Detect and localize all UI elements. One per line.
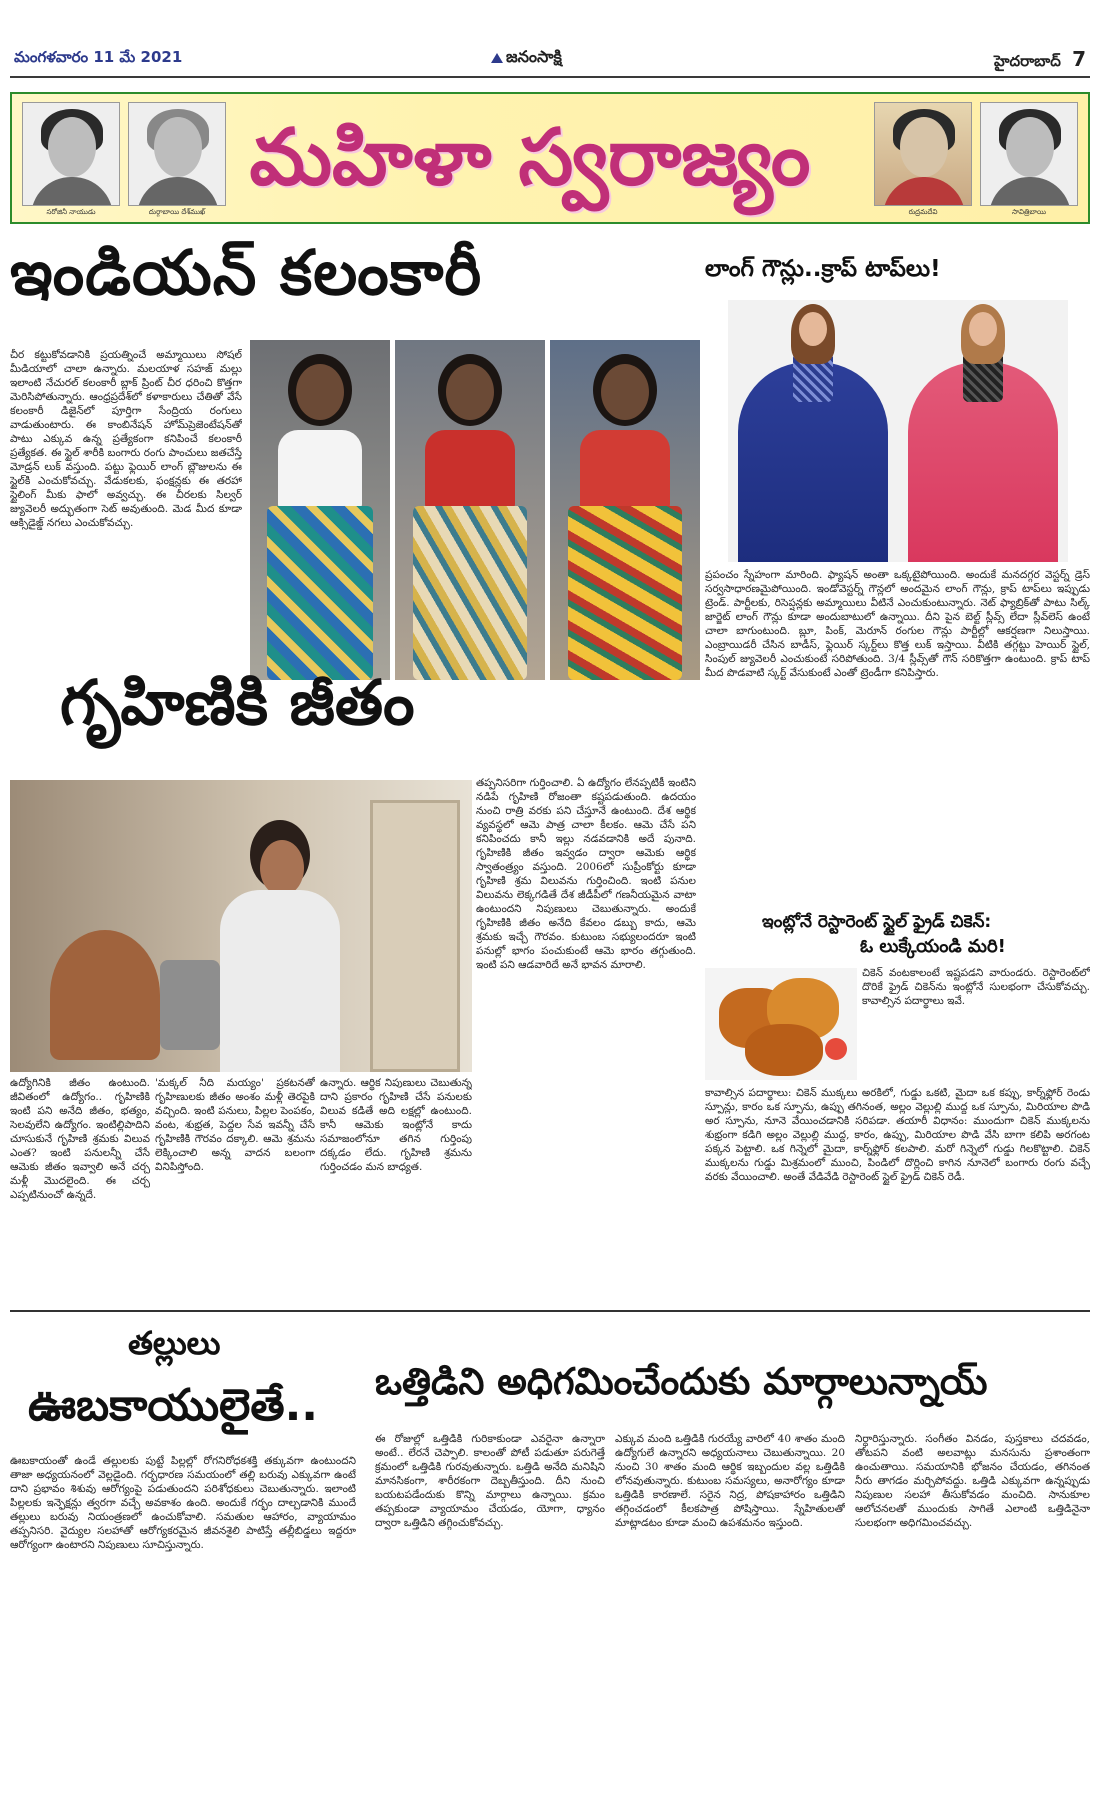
chicken-title-1: ఇంట్లోనే రెస్టారెంట్ స్టైల్ ఫ్రైడ్ చికెన్: bbox=[762, 912, 992, 932]
portrait-3 bbox=[874, 102, 972, 206]
tallulu-title-1: తల్లులు bbox=[128, 1324, 221, 1362]
section-rule bbox=[10, 1310, 1090, 1312]
tallulu-body: ఊబకాయంతో ఉండే తల్లులకు పుట్టే పిల్లల్లో రోగనిరోధకశక్తి తక్కువగా ఉంటుందని తాజా అధ్యయనంలో వెల్లడైంది. గర్భధారణ సమయంలో తల్లి బరువు ఎక్కువగా ఉంటే దాని ప్రభావం శిశువు ఆరోగ్యంపై పడుతుందని పరిశోధకులు చెబుతున్నారు. ఇలాంటి పిల్లలకు ఇన్ఫెక్షన్లు త్వరగా వచ్చే అవకాశం ఉంది. అందుకే గర్భం దాల్చడానికి ముందే తల్లులు బరువు నియంత్రణలో ఉంచుకోవాలి. సమతుల ఆహారం, వ్యాయామం తప్పనిసరి. వైద్యుల సలహాతో ఆరోగ్యకరమైన జీవనశైలి పాటిస్తే తల్లీబిడ్డలు ఇద్దరూ ఆరోగ్యంగా ఉంటారని నిపుణులు సూచిస్తున్నారు. bbox=[10, 1455, 356, 1551]
grihini-col-3: ఉన్నారు. ఆర్థిక నిపుణులు చెబుతున్న దాని ప్రకారం గృహిణి చేసే పనులకు విలువ కడితే అది లక్షల్లో ఉంటుంది. కానీ ఆమెకు ఇంట్లోనే కాదు సమాజంలోనూ తగిన గుర్తింపు దక్కడం లేదు. గృహిణి శ్రమను గుర్తించడం మన బాధ్యత. bbox=[320, 1077, 472, 1173]
chicken-title-2: ఓ లుక్కేయండి మరి! bbox=[860, 936, 1006, 957]
kalamkari-title: ఇండియన్ కలంకారీ bbox=[10, 236, 483, 309]
header-rule bbox=[10, 76, 1090, 78]
banner-title: మహిళా స్వరాజ్యం bbox=[249, 113, 811, 203]
portrait-caption-1: సరోజినీ నాయుడు bbox=[46, 208, 96, 216]
portrait-caption-3: రుద్రమదేవి bbox=[908, 208, 938, 216]
chicken-photo bbox=[705, 968, 857, 1080]
tallulu-title-2: ఊబకాయులైతే.. bbox=[28, 1380, 318, 1431]
grihini-col-1: ఉద్యోగినికి జీతం ఉంటుంది. జీవితంలో ఉద్యోగం.. గృహిణికి ఇంటి పని అనేది జీతం, భత్యం, సెలవులేని ఉద్యోగం. ఇంటిల్లిపాదిని చూసుకునే గృహిణి శ్రమకు విలువ ఎంత? ఇంటి పనులన్నీ చేసే ఆమెకు జీతం ఇవ్వాలి అనే చర్చ మళ్లీ మొదలైంది. ఈ చర్చ ఎప్పటినుంచో ఉన్నదే. bbox=[10, 1077, 150, 1201]
gowns-photo bbox=[728, 300, 1068, 562]
ottidi-col-2: ఎక్కువ మంది ఒత్తిడికి గురయ్యే వారిలో 40 శాతం మంది ఉద్యోగులే ఉన్నారని అధ్యయనాలు చెబుతున్నాయి. 20 నుంచి 30 శాతం మంది ఆర్థిక ఇబ్బందుల వల్ల ఒత్తిడికి లోనవుతున్నారు. కుటుంబ సమస్యలు, అనారోగ్యం కూడా ఒత్తిడికి కారణాలే. సరైన నిద్ర, పోషకాహారం ఒత్తిడిని తగ్గించడంలో కీలకపాత్ర పోషిస్తాయి. స్నేహితులతో మాట్లాడటం కూడా మంచి ఉపశమనం ఇస్తుంది. bbox=[615, 1433, 845, 1529]
kalamkari-body: చీర కట్టుకోవడానికి ప్రయత్నించే అమ్మాయిలు సోషల్ మీడియాలో చాలా ఉన్నారు. మలయాళ సహజ్ మల్లు ఇలాంటి నేచురల్ కలంకారీ బ్లాక్ ప్రింట్ చీర ధరించి కొత్తగా మెరిసిపోతున్నారు. ఆంధ్రప్రదేశ్‌లో కళాకారులు చేతితో వేసే కలంకారీ డిజైన్‌లో పూర్తిగా సేంద్రియ రంగులు వాడుతుంటారు. ఈ కాంబినేషన్ హోమ్‌ప్రెజెంటేషన్‌తో పాటు ఎక్కువ ఉన్న ప్రత్యేకంగా కనిపించే కలంకారీ ప్రత్యేకత. ఈ స్టైల్ శారీకి బంగారు రంగు పాంచులు జతచేస్తే మోడ్రన్ లుక్ వస్తుంది. పట్టు ఫ్లెయిర్ లాంగ్ బ్లౌజులను ఈ స్టైల్‌కి ఎంచుకోవచ్చు. వేడుకలకు, ఫంక్షన్లకు ఈ తరహా స్టైలింగ్ మీకు ఫాలో అవ్వచ్చు. ఈ చీరలకు సిల్వర్ జ్యువెలరీ అద్భుతంగా సెట్ అవుతుంది. మెడ మీద కూడా ఆక్సిడైజ్డ్ నగలు ఎంచుకోవచ్చు. bbox=[10, 349, 242, 529]
page-number: 7 bbox=[1072, 47, 1086, 71]
grihini-title: గృహిణికి జీతం bbox=[60, 666, 415, 739]
paper-name: జనంసాక్షి bbox=[506, 47, 562, 66]
gowns-body: ప్రపంచం స్నేహంగా మారింది. ఫ్యాషన్ అంతా ఒక్కటైపోయింది. అందుకే మనదగ్గర వెస్టర్న్ డ్రెస్ సర్వసాధారణమైపోయింది. ఇండోవెస్టర్న్ గౌన్లలో అందమైన లాంగ్ గౌన్లు, క్రాప్ టాప్‌లు ఇప్పుడు ట్రెండ్. పార్టీలకు, రిసెప్షన్లకు అమ్మాయిలు వీటినే ఎంచుకుంటున్నారు. నెట్ ఫ్యాబ్రిక్‌తో పాటు సిల్క్ జార్జెట్ లాంగ్ గౌన్లు కూడా అందుబాటులో ఉన్నాయి. దీని పైన బెల్ట్ స్లీవ్స్ లేదా స్లీవ్‌లెస్ ఉంటే చాలా బాగుంటుంది. బ్లూ, పింక్, మెరూన్ రంగుల గౌన్లు పార్టీల్లో ఆకర్షణగా నిలుస్తాయి. ఎంబ్రాయిడరీ చేసిన బాడీస్, ఫ్లెయిర్ స్కర్ట్‌లు కొత్త లుక్ ఇస్తాయి. వీటికి తగ్గట్టు హెయిర్ స్టైల్, సింపుల్ జ్యువెలరీ ఎంచుకుంటే సరిపోతుంది. 3/4 స్లీవ్స్‌తో గౌన్ సరికొత్తగా ఉంటుంది. క్రాప్ టాప్ మీద పొడవాటి స్కర్ట్ వేసుకుంటే ఎంతో ట్రెండీగా కనిపిస్తారు. bbox=[705, 569, 1090, 679]
kalamkari-photo-1 bbox=[250, 340, 390, 680]
ottidi-col-1: ఈ రోజుల్లో ఒత్తిడికి గురికాకుండా ఎవరైనా ఉన్నారా అంటే.. లేరనే చెప్పాలి. కాలంతో పోటీ పడుతూ పరుగెత్తే క్రమంలో ఒత్తిడికి గురవుతున్నారు. ఒత్తిడి అనేది మనిషిని మానసికంగా, శారీరకంగా దెబ్బతీస్తుంది. దీని నుంచి బయటపడేందుకు కొన్ని మార్గాలు ఉన్నాయి. క్రమం తప్పకుండా వ్యాయామం చేయడం, యోగా, ధ్యానం ద్వారా ఒత్తిడిని తగ్గించుకోవచ్చు. bbox=[375, 1433, 605, 1529]
paper-logo-icon bbox=[490, 51, 504, 65]
grihini-photo bbox=[10, 780, 472, 1072]
grihini-col-2: 'మక్కల్ నీది మయ్యం' ప్రకటనతో గృహిణులకు జీతం అంశం మళ్లీ తెరపైకి వచ్చింది. ఇంటి పనులు, పిల్లల పెంపకం, వంట, శుభ్రత, పెద్దల సేవ ఇవన్నీ చేసే గృహిణికి గౌరవం దక్కాలి. ఆమె శ్రమను లెక్కించాలి అన్న వాదన బలంగా వినిపిస్తోంది. bbox=[155, 1077, 315, 1173]
kalamkari-photo-3 bbox=[550, 340, 700, 680]
portrait-caption-2: దుర్గాబాయి దేశ్‌ముఖ్ bbox=[148, 208, 206, 216]
header-city: హైదరాబాద్ bbox=[994, 52, 1061, 70]
grihini-col-4: తప్పనిసరిగా గుర్తించాలి. ఏ ఉద్యోగం లేనప్పటికీ ఇంటిని నడిపే గృహిణి రోజంతా కష్టపడుతుంది. ఉదయం నుంచి రాత్రి వరకు పని చేస్తూనే ఉంటుంది. దేశ ఆర్థిక వ్యవస్థలో ఆమె పాత్ర చాలా కీలకం. ఆమె చేసే పని కనిపించదు కానీ ఇల్లు నడవడానికి అదే పునాది. గృహిణికి జీతం ఇవ్వడం ద్వారా ఆమెకు ఆర్థిక స్వాతంత్ర్యం వస్తుంది. 2006లో సుప్రీంకోర్టు కూడా గృహిణి శ్రమ విలువను గుర్తించింది. ఇంటి పనుల విలువను లెక్కగడితే దేశ జీడీపీలో గణనీయమైన వాటా ఉంటుందని నిపుణులు చెబుతున్నారు. అందుకే గృహిణికి జీతం అనేది కేవలం డబ్బు కాదు, ఆమె శ్రమకు ఇచ్చే గౌరవం. కుటుంబ సభ్యులందరూ ఇంటి పనుల్లో భాగం పంచుకుంటే ఆమె భారం తగ్గుతుంది. ఇంటి పని ఆడవారిదే అనే భావన మారాలి. bbox=[476, 777, 696, 971]
chicken-intro: చికెన్ వంటకాలంటే ఇష్టపడని వారుండరు. రెస్టారెంట్‌లో దొరికే ఫ్రైడ్ చికెన్‌ను ఇంట్లోనే సులభంగా చేసుకోవచ్చు. కావాల్సిన పదార్థాలు ఇవే. bbox=[862, 967, 1090, 1007]
ottidi-col-3: నిర్ధారిస్తున్నారు. సంగీతం వినడం, పుస్తకాలు చదవడం, తోటపని వంటి అలవాట్లు మనసును ప్రశాంతంగా ఉంచుతాయి. సమయానికి భోజనం చేయడం, తగినంత నీరు తాగడం మర్చిపోవద్దు. ఒత్తిడి ఎక్కువగా ఉన్నప్పుడు నిపుణుల సలహా తీసుకోవడం మంచిది. సానుకూల ఆలోచనలతో ముందుకు సాగితే ఎలాంటి ఒత్తిడినైనా సులభంగా అధిగమించవచ్చు. bbox=[855, 1433, 1090, 1529]
header-city-page bbox=[994, 47, 1086, 74]
portrait-caption-4: సావిత్రిబాయి bbox=[1012, 208, 1046, 216]
portrait-1 bbox=[22, 102, 120, 206]
header-date: మంగళవారం 11 మే 2021 bbox=[14, 48, 183, 66]
chicken-recipe: కావాల్సిన పదార్థాలు: చికెన్ ముక్కలు అరకిలో, గుడ్డు ఒకటి, మైదా ఒక కప్పు, కార్న్‌ఫ్లోర్ రెండు స్పూన్లు, కారం ఒక స్పూను, ఉప్పు తగినంత, అల్లం వెల్లుల్లి ముద్ద ఒక స్పూను, మిరియాల పొడి అర స్పూను, నూనె వేయించడానికి సరిపడా. తయారీ విధానం: ముందుగా చికెన్ ముక్కలను శుభ్రంగా కడిగి అల్లం వెల్లుల్లి ముద్ద, కారం, ఉప్పు, మిరియాల పొడి వేసి బాగా కలిపి అరగంట పక్కన పెట్టాలి. ఒక గిన్నెలో మైదా, కార్న్‌ఫ్లోర్ కలపాలి. మరో గిన్నెలో గుడ్డు గిలకొట్టాలి. చికెన్ ముక్కలను గుడ్డు మిశ్రమంలో ముంచి, పిండిలో దొర్లించి కాగిన నూనెలో బంగారు రంగు వచ్చే వరకు వేయించాలి. అంతే వేడివేడి రెస్టారెంట్ స్టైల్ ఫ్రైడ్ చికెన్ రెడీ. bbox=[705, 1087, 1090, 1183]
ottidi-title: ఒత్తిడిని అధిగమించేందుకు మార్గాలున్నాయ్ bbox=[375, 1360, 988, 1403]
kalamkari-photo-2 bbox=[395, 340, 545, 680]
gowns-title: లాంగ్ గౌన్లు..క్రాప్ టాప్‌లు! bbox=[705, 256, 941, 282]
portrait-4 bbox=[980, 102, 1078, 206]
